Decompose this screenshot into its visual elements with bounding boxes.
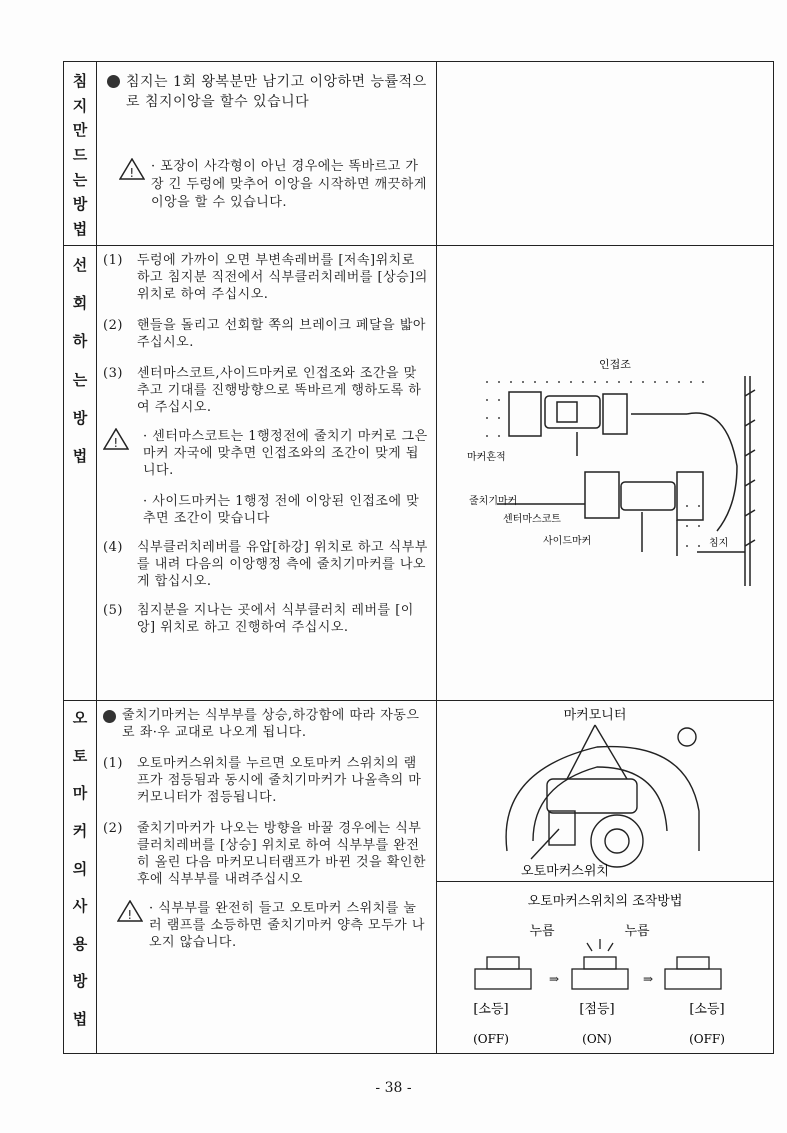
section-label (64, 62, 97, 246)
label-char: 오 (72, 709, 88, 727)
switch-off-1 (475, 969, 531, 989)
warning-text: · 식부부를 완전히 들고 오토마커 스위치를 눌러 램프를 소등하면 줄치기마커 양측 모두가 나오지 않습니다. (149, 901, 425, 950)
step-text: 줄치기마커가 나오는 방향을 바꿀 경우에는 식부클러치레버를 [상승] 위치로 하여 식부부를 완전히 올린 다음 마커모니터램프가 바뀐 것을 확인한후에 식부부를 내려주십시오 (137, 821, 426, 887)
label-side-marker: 사이드마커 (543, 536, 592, 547)
press-label-1: 누름 (529, 924, 555, 939)
label-char: 지 (72, 96, 88, 115)
press-label-2: 누름 (624, 924, 650, 939)
label-char: 토 (72, 746, 88, 765)
label-char: 의 (72, 859, 88, 878)
section-body (97, 701, 437, 1054)
step-item (103, 365, 428, 416)
warning-icon (103, 428, 129, 450)
instruction-table (63, 61, 774, 1054)
label-line-marker: 줄치기마커 (469, 496, 518, 507)
arrow-icon: ⇒ (643, 972, 654, 986)
svg-text:!: ! (113, 436, 119, 450)
page-number: - 38 - (375, 1080, 412, 1096)
warning-block (103, 428, 428, 527)
operation-title: 오토마커스위치의 조작방법 (527, 894, 683, 909)
state-code-off: (OFF) (689, 1032, 725, 1046)
state-label-on: [점등] (579, 1002, 615, 1017)
step-number: (2) (103, 318, 123, 333)
step-number: (1) (103, 253, 123, 268)
state-code-on: (ON) (582, 1032, 612, 1046)
step-text: 두렁에 가까이 오면 부변속레버를 [저속]위치로 하고 침지분 직전에서 식부클러치레버를 [상승]의 위치로 하여 주십시오. (137, 253, 428, 302)
figure-divider (437, 881, 773, 882)
switch-off-2 (665, 969, 721, 989)
label-char: 방 (72, 195, 88, 214)
turning-figure-cell (437, 246, 774, 701)
label-char: 방 (72, 972, 88, 991)
state-label-off: [소등] (689, 1002, 725, 1017)
section-label (64, 246, 97, 701)
dashboard-diagram (437, 701, 773, 881)
bullet-text: 침지는 1회 왕복분만 남기고 이앙하면 능률적으로 침지이앙을 할수 있습니다 (126, 74, 427, 110)
step-text: 핸들을 돌리고 선회할 쪽의 브레이크 페달을 밟아 주십시오. (137, 318, 426, 350)
step-item (103, 539, 428, 590)
state-label-off: [소등] (473, 1002, 509, 1017)
label-headland: 침지 (709, 538, 729, 549)
label-marker-trace: 마커흔적 (467, 452, 506, 463)
step-text: 침지분을 지나는 곳에서 식부클러치 레버를 [이앙] 위치로 하고 진행하여 주십시오. (137, 603, 414, 635)
label-char: 방 (72, 408, 88, 427)
step-item (103, 252, 428, 303)
step-item (103, 317, 428, 351)
label-char: 는 (72, 170, 88, 189)
step-number: (2) (103, 821, 123, 836)
switch-operation-diagram (437, 883, 773, 1053)
warning-text: · 사이드마커는 1행정 전에 이앙된 인접조에 맞추면 조간이 맞습니다 (143, 494, 420, 526)
step-number: (4) (103, 540, 123, 555)
label-marker-monitor: 마커모니터 (563, 708, 627, 723)
step-number: (3) (103, 366, 123, 381)
step-item (103, 755, 428, 806)
bullet-icon (107, 75, 120, 88)
section-headland (64, 62, 774, 246)
label-char: 법 (72, 446, 88, 465)
step-number: (1) (103, 756, 123, 771)
label-char: 선 (72, 256, 88, 274)
step-number: (5) (103, 603, 123, 618)
bullet-item (103, 707, 428, 741)
label-char: 커 (72, 821, 88, 840)
empty-figure-cell (437, 62, 774, 246)
label-char: 는 (72, 370, 88, 389)
step-text: 오토마커스위치를 누르면 오토마커 스위치의 램프가 점등됨과 동시에 줄치기마커가 나올측의 마커모니터가 점등됩니다. (137, 756, 422, 805)
label-char: 회 (72, 294, 88, 313)
section-label (64, 701, 97, 1054)
step-item (103, 820, 428, 888)
step-text: 식부클러치레버를 유압[하강] 위치로 하고 식부부를 내려 다음의 이앙행정 측에 줄치기마커를 나오게 합십시오. (137, 540, 428, 589)
section-automarker (64, 701, 774, 1054)
svg-text:!: ! (129, 166, 135, 180)
section-body (97, 62, 437, 246)
label-adjacent: 인접조 (599, 358, 631, 371)
section-turning (64, 246, 774, 701)
warning-icon (117, 900, 143, 922)
step-text: 센터마스코트,사이드마커로 인접조와 조간을 맞추고 기대를 진행방향으로 똑바르게 행하도록 하여 주십시오. (137, 366, 422, 415)
state-code-off: (OFF) (473, 1032, 509, 1046)
warning-block (103, 900, 428, 951)
svg-text:!: ! (127, 908, 133, 922)
arrow-icon: ⇒ (549, 972, 560, 986)
dashboard-drawing (506, 725, 699, 867)
label-char: 드 (72, 145, 88, 164)
headland-wall (697, 376, 755, 586)
warning-text: · 포장이 사각형이 아닌 경우에는 똑바르고 가장 긴 두렁에 맞추어 이앙을 시작하면 깨끗하게 이앙을 할 수 있습니다. (151, 159, 427, 210)
bullet-icon (103, 710, 116, 723)
label-char: 법 (72, 1010, 88, 1028)
label-automarker-switch: 오토마커스위치 (521, 864, 609, 879)
label-char: 침 (72, 72, 88, 90)
automarker-figure-cell (437, 701, 774, 1054)
label-char: 마 (72, 784, 88, 803)
label-char: 만 (72, 121, 88, 140)
step-item (103, 602, 428, 636)
label-center-mascot: 센터마스코트 (503, 514, 561, 525)
switch-states (475, 939, 721, 989)
turning-diagram (437, 356, 773, 616)
label-char: 사 (72, 897, 88, 916)
switch-on (572, 969, 628, 989)
label-char: 하 (72, 332, 88, 351)
section-body (97, 246, 437, 701)
warning-text: · 센터마스코트는 1행정전에 줄치기 마커로 그은 마커 자국에 맞추면 인접조와의 조간이 맞게 됩니다. (143, 429, 428, 478)
label-char: 용 (72, 934, 88, 953)
label-char: 법 (72, 219, 88, 238)
warning-icon (119, 158, 145, 180)
bullet-text: 줄치기마커는 식부부를 상승,하강함에 따라 자동으로 좌·우 교대로 나오게 됩니다. (122, 708, 420, 740)
